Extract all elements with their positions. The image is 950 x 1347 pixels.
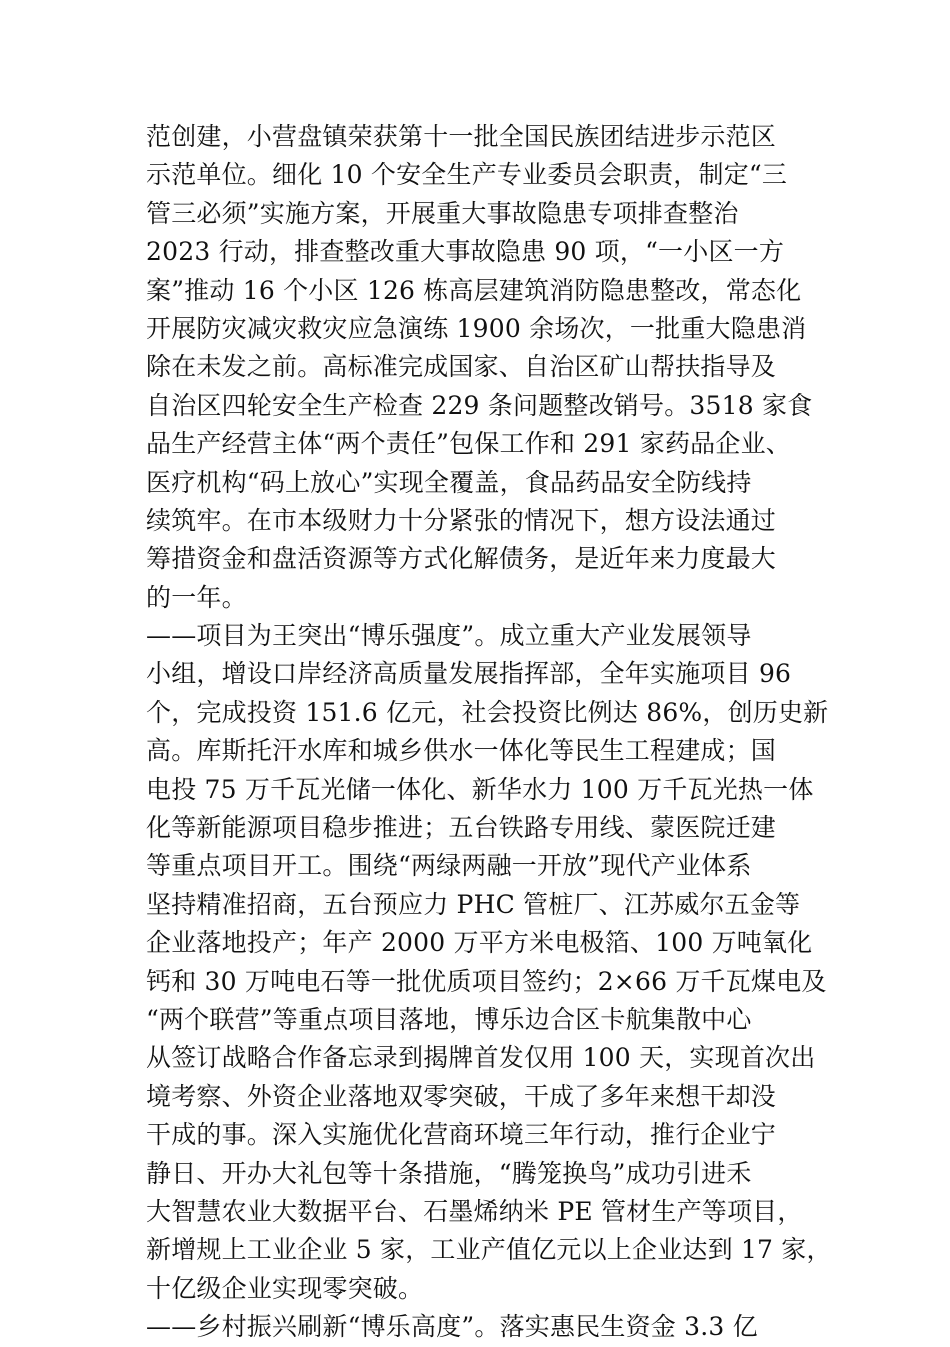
section-heading-line: ——项目为王突出“博乐强度”。成立重大产业发展领导 — [146, 621, 752, 651]
text-line: 化等新能源项目稳步推进；五台铁路专用线、蒙医院迁建 — [146, 813, 777, 843]
text-line: 电投 75 万千瓦光储一体化、新华水力 100 万千瓦光热一体 — [146, 774, 814, 804]
text-line: 开展防灾减灾救灾应急演练 1900 余场次，一批重大隐患消 — [146, 313, 807, 343]
text-line: 等重点项目开工。围绕“两绿两融一开放”现代产业体系 — [146, 851, 752, 881]
text-line: 十亿级企业实现零突破。 — [146, 1273, 424, 1303]
text-line: 境考察、外资企业落地双零突破，干成了多年来想干却没 — [146, 1081, 777, 1111]
text-line: 企业落地投产；年产 2000 万平方米电极箔、100 万吨氧化 — [146, 928, 813, 958]
text-line: 2023 行动，排查整改重大事故隐患 90 项，“一小区一方 — [146, 237, 785, 267]
text-line: 静日、开办大礼包等十条措施，“腾笼换鸟”成功引进禾 — [146, 1158, 752, 1188]
text-line: 品生产经营主体“两个责任”包保工作和 291 家药品企业、 — [146, 429, 791, 459]
text-line: 示范单位。细化 10 个安全生产专业委员会职责，制定“三 — [146, 160, 788, 190]
text-line: 从签订战略合作备忘录到揭牌首发仅用 100 天，实现首次出 — [146, 1043, 816, 1073]
text-line: 的一年。 — [146, 582, 247, 612]
text-line: 管三必须”实施方案，开展重大事故隐患专项排查整治 — [146, 198, 739, 228]
text-line: 续筑牢。在市本级财力十分紧张的情况下，想方设法通过 — [146, 505, 777, 535]
text-line: 小组，增设口岸经济高质量发展指挥部，全年实施项目 96 — [146, 659, 792, 689]
text-line: 筹措资金和盘活资源等方式化解债务，是近年来力度最大 — [146, 544, 777, 574]
text-line: 高。库斯托汗水库和城乡供水一体化等民生工程建成；国 — [146, 736, 777, 766]
section-heading-line: ——乡村振兴刷新“博乐高度”。落实惠民生资金 3.3 亿 — [146, 1312, 758, 1342]
text-line: 坚持精准招商，五台预应力 PHC 管桩厂、江苏威尔五金等 — [146, 889, 801, 919]
text-line: 干成的事。深入实施优化营商环境三年行动，推行企业宁 — [146, 1120, 777, 1150]
text-line: 除在未发之前。高标准完成国家、自治区矿山帮扶指导及 — [146, 352, 777, 382]
text-line: 医疗机构“码上放心”实现全覆盖，食品药品安全防线持 — [146, 467, 752, 497]
body-text — [146, 118, 832, 1347]
text-line: 自治区四轮安全生产检查 229 条问题整改销号。3518 家食 — [146, 390, 813, 420]
text-line: 范创建，小营盘镇荣获第十一批全国民族团结进步示范区 — [146, 122, 777, 151]
text-line: “两个联营”等重点项目落地，博乐边合区卡航集散中心 — [146, 1004, 752, 1034]
text-line: 大智慧农业大数据平台、石墨烯纳米 PE 管材生产等项目， — [146, 1196, 803, 1226]
text-line: 新增规上工业企业 5 家，工业产值亿元以上企业达到 17 家， — [146, 1235, 832, 1265]
text-line: 个，完成投资 151.6 亿元，社会投资比例达 86%，创历史新 — [146, 697, 829, 727]
text-line: 案”推动 16 个小区 126 栋高层建筑消防隐患整改，常态化 — [146, 275, 802, 305]
text-line: 钙和 30 万吨电石等一批优质项目签约；2×66 万千瓦煤电及 — [146, 966, 827, 996]
